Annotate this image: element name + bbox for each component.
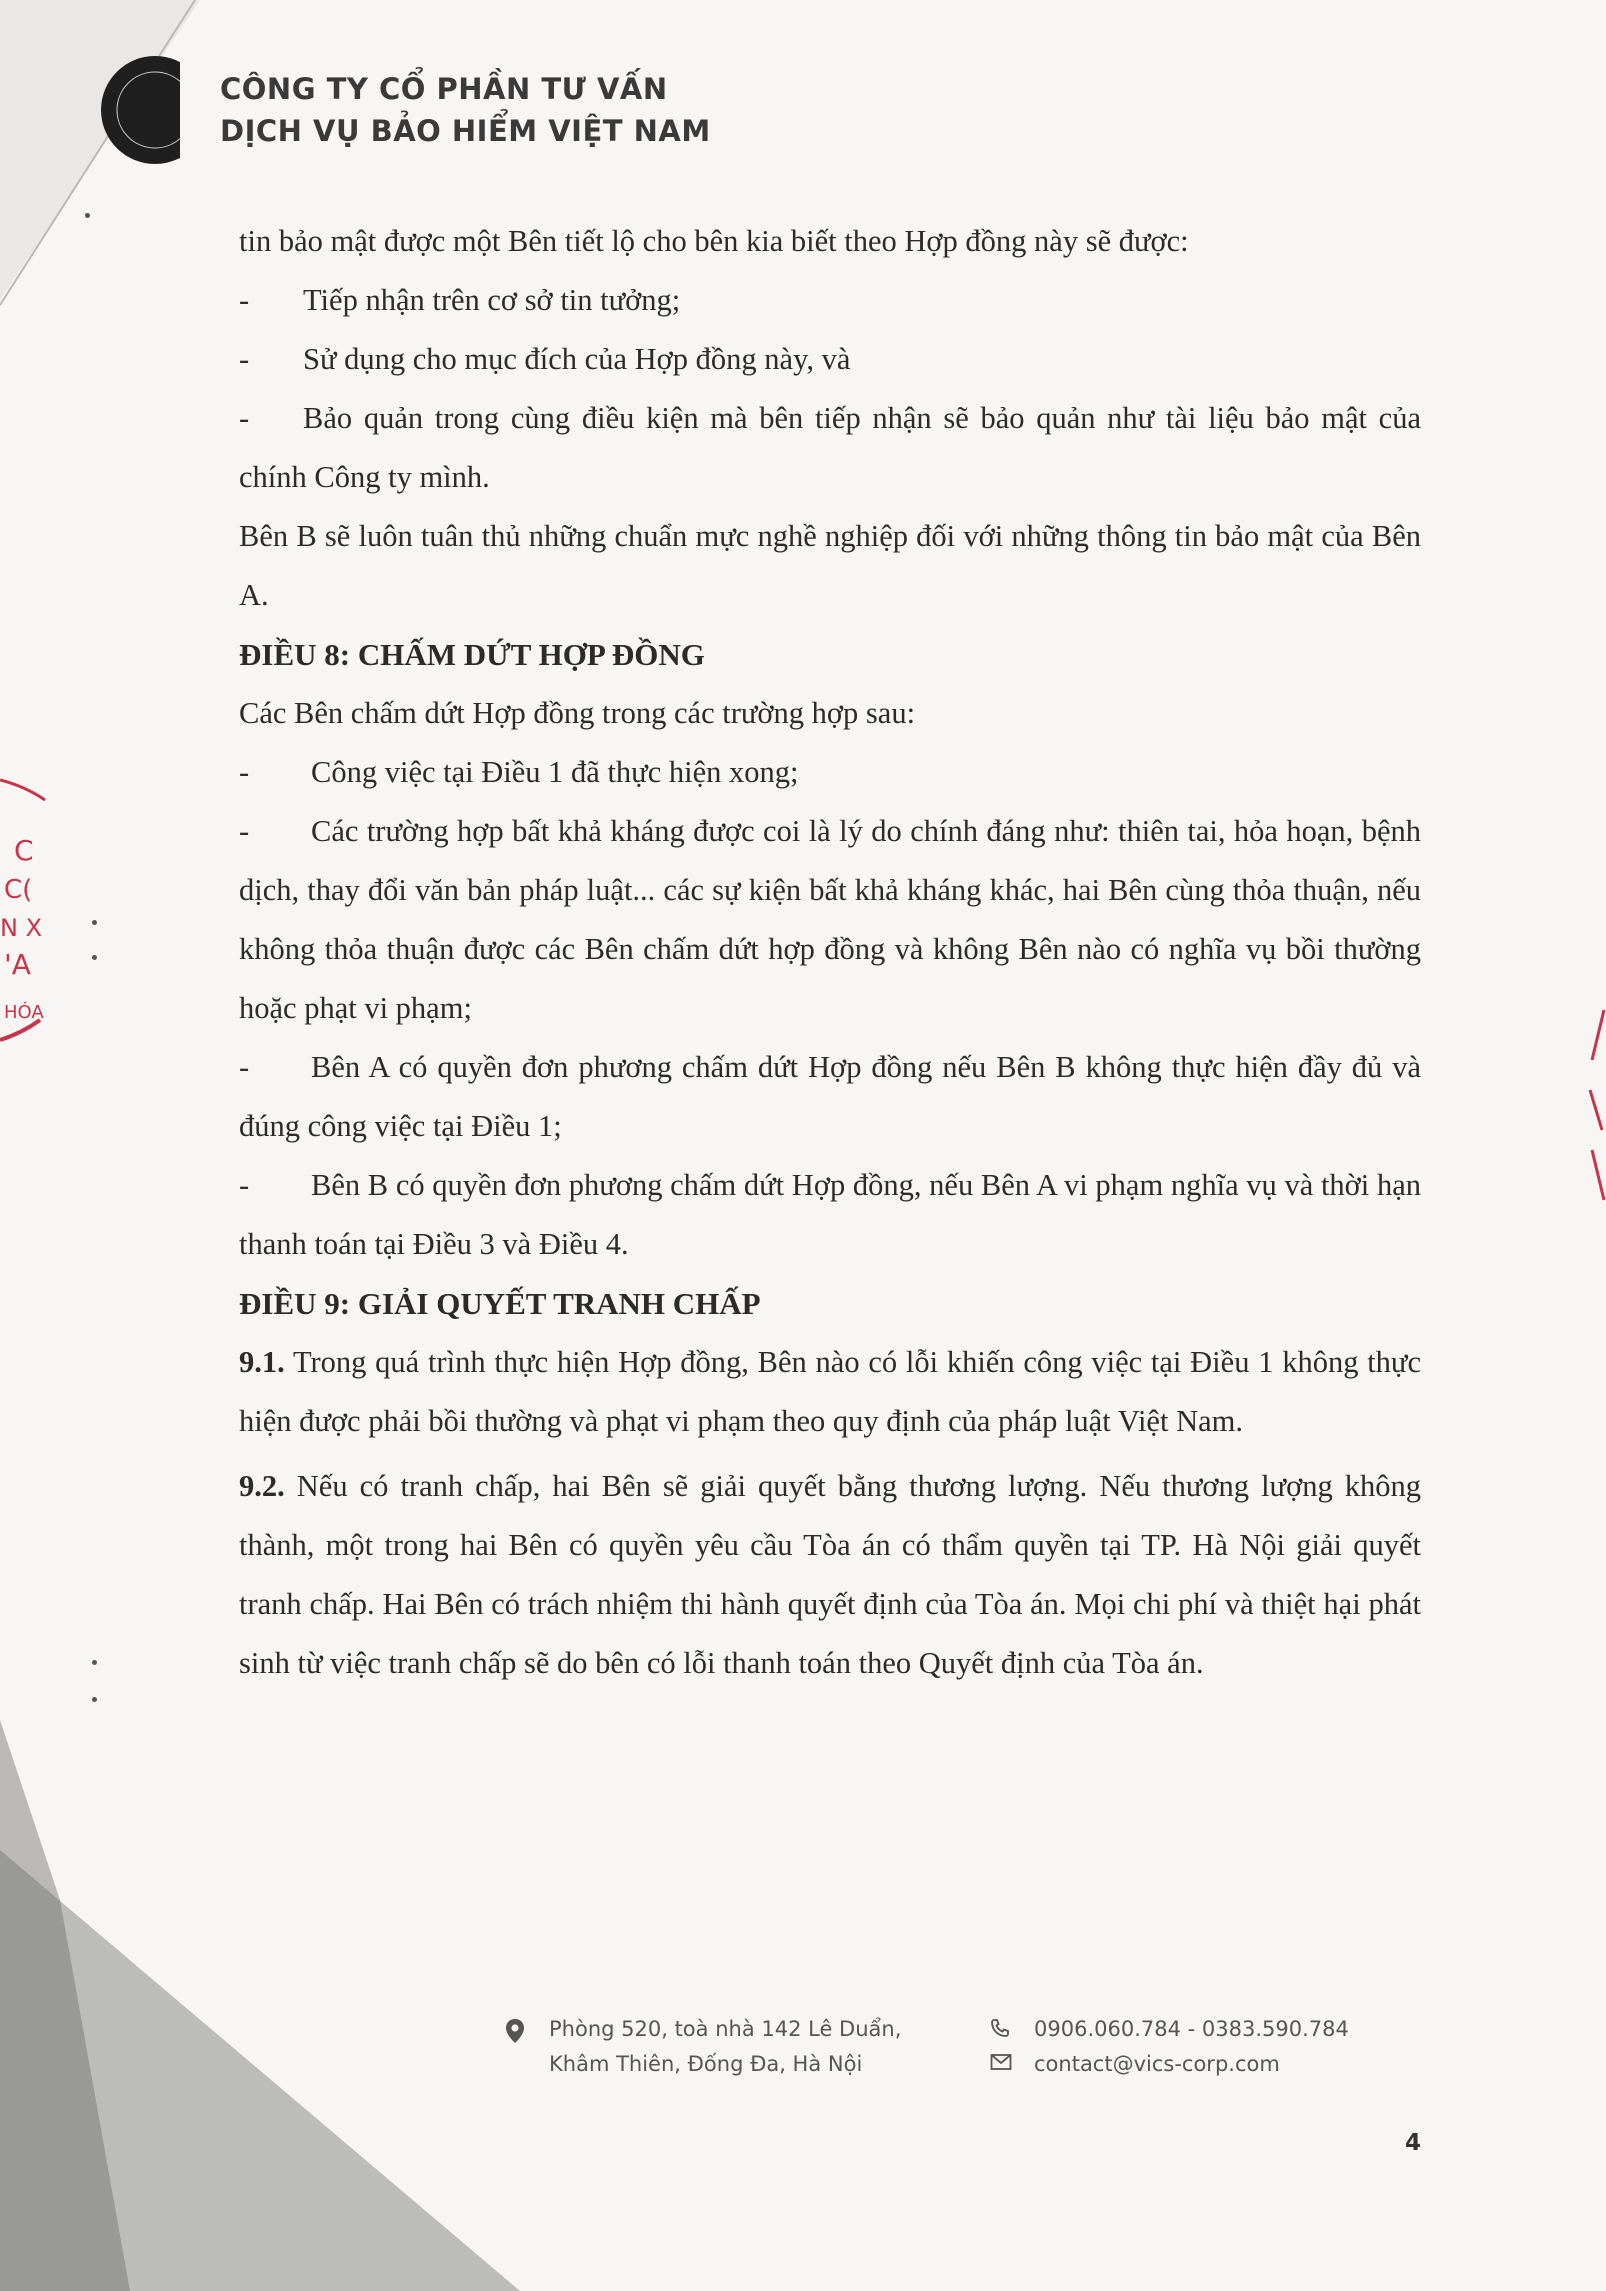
scan-speck	[92, 1660, 97, 1665]
footer-address	[505, 2012, 901, 2082]
svg-text:N X: N X	[0, 914, 43, 942]
clause-9-1	[239, 1333, 1421, 1451]
svg-text:C(: C(	[4, 875, 33, 905]
confidential-item-text: Tiếp nhận trên cơ sở tin tưởng;	[303, 283, 681, 317]
clause-9-1-text: Trong quá trình thực hiện Hợp đồng, Bên nào có lỗi khiến công việc tại Điều 1 không thực hiện được phải bồi thường và phạt vi phạm theo quy định của pháp luật Việt Nam.	[239, 1345, 1421, 1438]
termination-item-text: Bên A có quyền đơn phương chấm dứt Hợp đồng nếu Bên B không thực hiện đầy đủ và đúng công việc tại Điều 1;	[239, 1050, 1421, 1143]
page-number: 4	[1405, 2130, 1422, 2156]
termination-item: - Bên A có quyền đơn phương chấm dứt Hợp đồng nếu Bên B không thực hiện đầy đủ và đúng công việc tại Điều 1;	[239, 1050, 1421, 1143]
party-b-statement: Bên B sẽ luôn tuân thủ những chuẩn mực nghề nghiệp đối với những thông tin bảo mật của Bên A.	[239, 519, 1421, 612]
scan-speck	[92, 1697, 97, 1702]
article8-heading: ĐIỀU 8: CHẤM DỨT HỢP ĐỒNG	[239, 637, 705, 672]
confidential-item: - Bảo quản trong cùng điều kiện mà bên tiếp nhận sẽ bảo quản như tài liệu bảo mật của chính Công ty mình.	[239, 401, 1421, 494]
address-line2: Khâm Thiên, Đống Đa, Hà Nội	[549, 2052, 863, 2076]
clause-9-2-text: Nếu có tranh chấp, hai Bên sẽ giải quyết bằng thương lượng. Nếu thương lượng không thành, một trong hai Bên có quyền yêu cầu Tòa án có thẩm quyền tại TP. Hà Nội giải quyết tranh chấp. Hai Bên có trách nhiệm thi hành quyết định của Tòa án. Mọi chi phí và thiệt hại phát sinh từ việc tranh chấp sẽ do bên có lỗi thanh toán theo Quyết định của Tòa án.	[239, 1469, 1421, 1680]
confidential-item-text: Bảo quản trong cùng điều kiện mà bên tiếp nhận sẽ bảo quản như tài liệu bảo mật của chính Công ty mình.	[239, 401, 1421, 494]
confidential-item: - Tiếp nhận trên cơ sở tin tưởng;	[239, 271, 1421, 330]
company-name-line2: DỊCH VỤ BẢO HIỂM VIỆT NAM	[220, 114, 711, 148]
termination-item-text: Bên B có quyền đơn phương chấm dứt Hợp đồng, nếu Bên A vi phạm nghĩa vụ và thời hạn thanh toán tại Điều 3 và Điều 4.	[239, 1168, 1421, 1261]
article8-lead: Các Bên chấm dứt Hợp đồng trong các trường hợp sau:	[239, 696, 916, 730]
confidential-item: - Sử dụng cho mục đích của Hợp đồng này, và	[239, 330, 1421, 389]
clause-9-2-number: 9.2.	[239, 1469, 285, 1503]
termination-item-text: Công việc tại Điều 1 đã thực hiện xong;	[311, 755, 799, 789]
svg-text:C: C	[14, 834, 34, 867]
termination-item-text: Các trường hợp bất khả kháng được coi là lý do chính đáng như: thiên tai, hỏa hoạn, bệnh dịch, thay đổi văn bản pháp luật... các sự kiện bất khả kháng khác, hai Bên cùng thỏa thuận, nếu không thỏa thuận được các Bên chấm dứt hợp đồng và không Bên nào có nghĩa vụ bồi thường hoặc phạt vi phạm;	[239, 814, 1421, 1025]
company-logo	[100, 55, 180, 165]
termination-item: - Bên B có quyền đơn phương chấm dứt Hợp đồng, nếu Bên A vi phạm nghĩa vụ và thời hạn thanh toán tại Điều 3 và Điều 4.	[239, 1168, 1421, 1261]
clause-9-1-number: 9.1.	[239, 1345, 285, 1379]
company-name-line1: CÔNG TY CỔ PHẦN TƯ VẤN	[220, 72, 668, 106]
phone-numbers: 0906.060.784 - 0383.590.784	[1034, 2017, 1349, 2041]
document-body	[239, 212, 1421, 1693]
clause-9-2	[239, 1457, 1421, 1693]
stamp-left-fragment	[0, 760, 60, 1060]
confidential-item-text: Sử dụng cho mục đích của Hợp đồng này, và	[303, 342, 851, 376]
scan-speck	[92, 955, 97, 960]
termination-item: - Công việc tại Điều 1 đã thực hiện xong;	[239, 755, 799, 789]
scan-speck	[92, 920, 97, 925]
svg-text:HÓA: HÓA	[4, 1002, 44, 1023]
scan-speck	[85, 213, 90, 218]
intro-paragraph: tin bảo mật được một Bên tiết lộ cho bên kia biết theo Hợp đồng này sẽ được:	[239, 224, 1189, 258]
footer-contact	[990, 2012, 1349, 2082]
article9-heading: ĐIỀU 9: GIẢI QUYẾT TRANH CHẤP	[239, 1286, 761, 1321]
stamp-right-fragment	[1586, 1000, 1606, 1220]
email-address: contact@vics-corp.com	[1034, 2052, 1280, 2076]
termination-item: - Các trường hợp bất khả kháng được coi là lý do chính đáng như: thiên tai, hỏa hoạn, bệnh dịch, thay đổi văn bản pháp luật... các sự kiện bất khả kháng khác, hai Bên cùng thỏa thuận, nếu không thỏa thuận được các Bên chấm dứt hợp đồng và không Bên nào có nghĩa vụ bồi thường hoặc phạt vi phạm;	[239, 814, 1421, 1025]
location-pin-icon	[505, 2012, 549, 2044]
address-line1: Phòng 520, toà nhà 142 Lê Duẩn,	[549, 2017, 902, 2041]
mail-icon	[990, 2047, 1034, 2071]
company-name	[220, 68, 711, 152]
phone-icon	[990, 2012, 1034, 2038]
svg-text:'A: 'A	[4, 948, 31, 981]
